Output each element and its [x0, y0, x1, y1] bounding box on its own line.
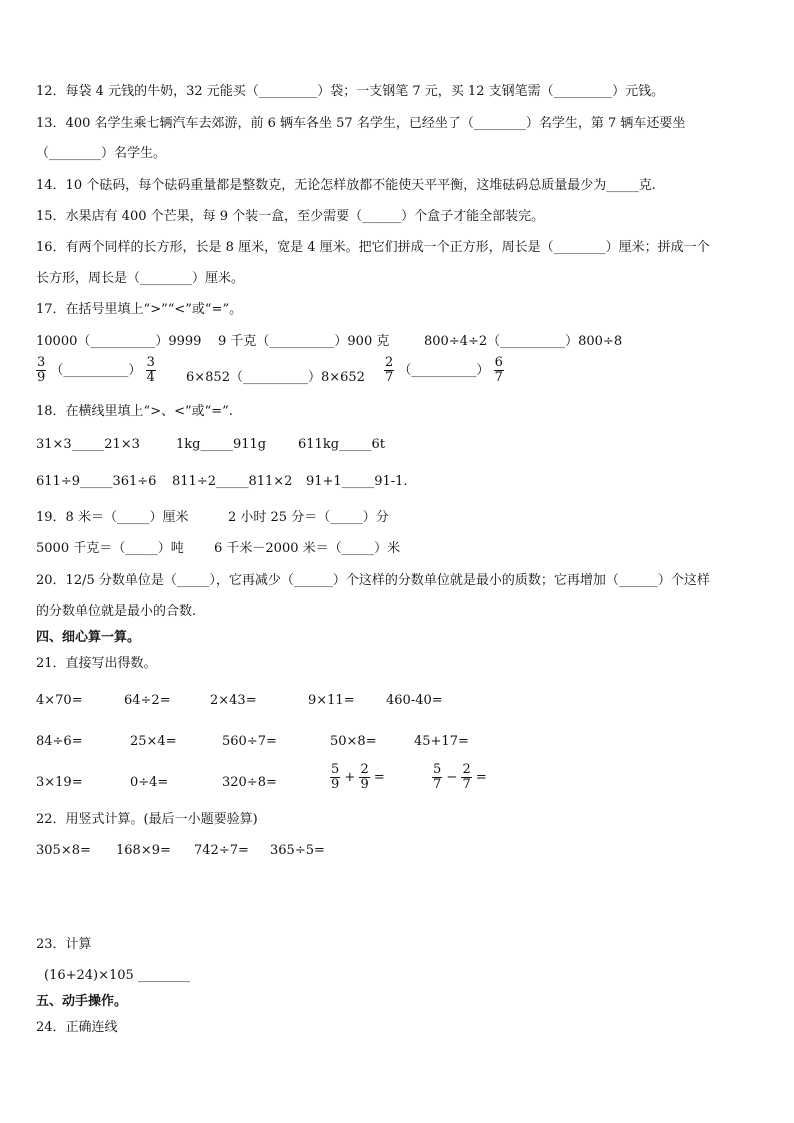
fraction: $\frac{2}{7}$: [462, 762, 471, 792]
question-14: 14．10 个砝码，每个砝码重量都是整数克，无论怎样放都不能使天平平衡，这堆砝码总质量最少为_____克.: [36, 178, 656, 193]
q18-item-b: 1kg_____911g: [176, 437, 267, 452]
q22-item: 305×8=: [36, 843, 91, 858]
q21-item: 320÷8=: [222, 775, 277, 790]
q21-fraction-diff: $\frac{5}{7}$ − $\frac{2}{7}$ =: [433, 762, 487, 792]
q17-row2-fractions: [384, 356, 504, 385]
fraction: $\frac{3}{9}$: [37, 355, 46, 385]
question-22: 22．用竖式计算。(最后一小题要验算): [36, 812, 258, 827]
question-15: 15．水果店有 400 个芒果，每 9 个装一盒，至少需要（______）个盒子才能全部装完。: [36, 209, 545, 224]
fraction: $\frac{3}{4}$: [146, 355, 155, 385]
q19-item-b: 2 小时 25 分＝（_____）分: [228, 510, 389, 525]
q17-blank-1: （__________）: [50, 363, 142, 378]
question-21: 21．直接写出得数。: [36, 656, 157, 671]
q21-fraction-sum: $\frac{5}{9}$ + $\frac{2}{9}$ =: [331, 762, 385, 792]
question-20-line1: 20．12/5 分数单位是（_____），它再减少（______）个这样的分数单位就是最小的质数；它再增加（______）个这样: [36, 573, 710, 588]
q21-item: 84÷6=: [36, 734, 83, 749]
q21-item: 45+17=: [414, 734, 469, 749]
q17-item-mid: 6×852（__________）8×652: [186, 370, 365, 385]
q21-item: 460-40=: [386, 693, 443, 708]
question-12: 12．每袋 4 元钱的牛奶，32 元能买（_________）袋；一支钢笔 7 元，买 12 支钢笔需（_________）元钱。: [36, 84, 665, 99]
fraction: $\frac{5}{7}$: [433, 762, 442, 792]
q21-item: 3×19=: [36, 775, 83, 790]
q21-item: 0÷4=: [130, 775, 169, 790]
fraction: $\frac{2}{9}$: [360, 762, 369, 792]
q18-item-c: 611kg_____6t: [298, 437, 386, 452]
q18-item-e: 811÷2_____811×2: [172, 474, 293, 489]
q23-expression: (16+24)×105 ________: [44, 968, 190, 983]
q21-item: 560÷7=: [222, 734, 277, 749]
q22-item: 365÷5=: [270, 843, 325, 858]
question-24: 24．正确连线: [36, 1020, 118, 1035]
q19-item-d: 6 千米－2000 米＝（_____）米: [214, 541, 401, 556]
q17-blank-2: （__________）: [398, 363, 490, 378]
q17-item-b: 9 千克（__________）900 克: [218, 334, 390, 349]
q21-item: 4×70=: [36, 693, 83, 708]
q18-item-a: 31×3_____21×3: [36, 437, 140, 452]
question-13-line2: （________）名学生。: [36, 146, 167, 161]
question-13-line1: 13．400 名学生乘七辆汽车去郊游，前 6 辆车各坐 57 名学生，已经坐了（________）名学生，第 7 辆车还要坐: [36, 116, 686, 131]
q21-item: 50×8=: [330, 734, 377, 749]
section-4-heading: 四、细心算一算。: [36, 630, 141, 645]
q17-item-c: 800÷4÷2（__________）800÷8: [424, 334, 623, 349]
question-20-line2: 的分数单位就是最小的合数.: [36, 604, 197, 619]
question-16-line2: 长方形，周长是（________）厘米。: [36, 271, 245, 286]
q21-item: 2×43=: [210, 693, 257, 708]
q17-item-a: 10000（__________）9999: [36, 334, 202, 349]
q19-item-c: 5000 千克＝（_____）吨: [36, 541, 184, 556]
q18-item-f: 91+1_____91-1.: [306, 474, 408, 489]
q21-item: 25×4=: [130, 734, 177, 749]
q21-item: 64÷2=: [124, 693, 171, 708]
q19-item-a: 19．8 米＝（_____）厘米: [36, 510, 189, 525]
question-17: 17．在括号里填上“>”“<”或“=”。: [36, 302, 243, 317]
section-5-heading: 五、动手操作。: [36, 994, 128, 1009]
q22-item: 168×9=: [116, 843, 171, 858]
q18-item-d: 611÷9_____361÷6: [36, 474, 157, 489]
question-23: 23．计算: [36, 937, 92, 952]
question-16-line1: 16．有两个同样的长方形，长是 8 厘米，宽是 4 厘米。把它们拼成一个正方形，周长是（________）厘米；拼成一个: [36, 240, 710, 255]
fraction: $\frac{6}{7}$: [494, 355, 503, 385]
q17-row2: [36, 356, 156, 385]
fraction: $\frac{5}{9}$: [331, 762, 340, 792]
q21-item: 9×11=: [308, 693, 355, 708]
question-18: 18．在横线里填上“>、<”或“=”.: [36, 404, 233, 419]
fraction: $\frac{2}{7}$: [385, 355, 394, 385]
q22-item: 742÷7=: [194, 843, 249, 858]
